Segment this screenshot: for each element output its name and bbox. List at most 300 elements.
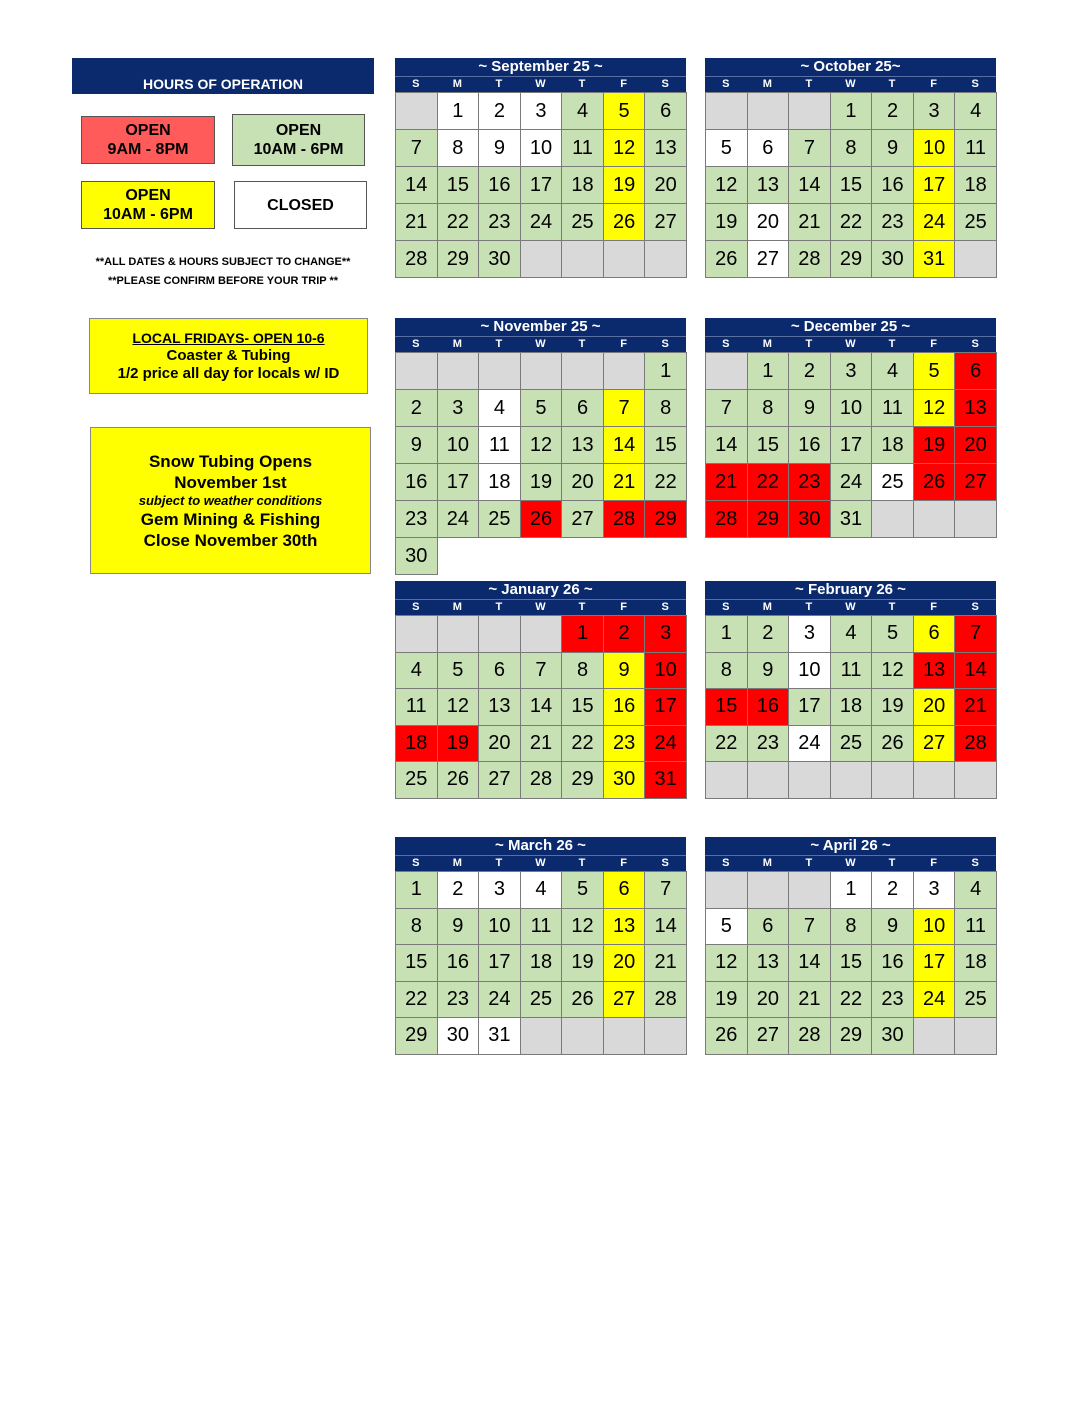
day-cell: 31 [913,240,956,278]
weekday-header-row [705,76,996,92]
day-cell: 17 [478,944,521,982]
day-cell: 4 [520,871,563,909]
day-cell: 22 [561,725,604,763]
empty-day-cell [871,500,914,538]
weekday-label: S [971,857,979,869]
day-cell: 5 [705,908,748,946]
day-cell: 31 [830,500,873,538]
day-grid [395,352,686,574]
day-cell: 4 [478,389,521,427]
day-cell: 22 [830,203,873,241]
weekday-label: S [412,78,420,90]
day-cell: 3 [437,389,480,427]
day-cell: 28 [788,240,831,278]
empty-day-cell [788,761,831,799]
tubing-line1: Snow Tubing Opens [148,451,313,471]
day-cell: 21 [788,203,831,241]
day-cell: 5 [520,389,563,427]
day-cell: 11 [830,652,873,690]
day-grid [395,871,686,1054]
empty-day-cell [437,352,480,390]
weekday-label: M [762,338,772,350]
day-cell: 12 [520,426,563,464]
day-cell: 16 [871,166,914,204]
day-cell: 24 [437,500,480,538]
day-cell: 10 [437,426,480,464]
weekday-label: S [971,338,979,350]
day-cell: 29 [830,1017,873,1055]
weekday-label: W [535,78,546,90]
day-cell: 13 [747,166,790,204]
empty-day-cell [954,240,997,278]
tubing-line4: Gem Mining & Fishing [140,509,321,529]
weekday-label: T [805,78,813,90]
day-cell: 8 [747,389,790,427]
day-cell: 13 [603,908,646,946]
weekday-label: T [495,857,503,869]
weekday-label: T [888,857,896,869]
day-cell: 11 [954,908,997,946]
weekday-label: S [412,338,420,350]
weekday-label: S [722,857,730,869]
empty-day-cell [478,615,521,653]
day-cell: 16 [747,688,790,726]
weekday-label: M [762,601,772,613]
day-grid [395,615,686,798]
note-subject-to-change: **ALL DATES & HOURS SUBJECT TO CHANGE** [95,256,351,268]
legend-yellow-line1: OPEN [125,187,171,204]
day-cell: 17 [830,426,873,464]
day-cell: 12 [561,908,604,946]
day-cell: 5 [437,652,480,690]
day-cell: 2 [747,615,790,653]
weekday-label: S [661,601,669,613]
local-fridays-box [89,318,368,394]
weekday-label: S [661,857,669,869]
day-cell: 25 [954,203,997,241]
day-cell: 29 [561,761,604,799]
blank-space [437,537,480,575]
day-cell: 25 [561,203,604,241]
day-cell: 24 [520,203,563,241]
empty-day-cell [520,615,563,653]
day-cell: 3 [520,92,563,130]
day-cell: 18 [561,166,604,204]
day-cell: 9 [395,426,438,464]
weekday-label: T [888,78,896,90]
day-cell: 11 [561,129,604,167]
day-cell: 30 [788,500,831,538]
day-cell: 23 [871,981,914,1019]
day-cell: 22 [437,203,480,241]
tubing-line2: November 1st [174,472,287,492]
day-cell: 19 [871,688,914,726]
day-cell: 20 [954,426,997,464]
day-cell: 13 [913,652,956,690]
day-cell: 30 [395,537,438,575]
blank-space [603,537,646,575]
weekday-label: T [888,338,896,350]
day-cell: 21 [603,463,646,501]
day-cell: 22 [747,463,790,501]
day-cell: 18 [830,688,873,726]
day-cell: 7 [954,615,997,653]
day-cell: 26 [871,725,914,763]
day-cell: 7 [603,389,646,427]
day-cell: 19 [603,166,646,204]
day-cell: 12 [705,944,748,982]
weekday-label: M [452,78,462,90]
weekday-label: W [535,857,546,869]
day-cell: 18 [520,944,563,982]
day-cell: 21 [520,725,563,763]
blank-space [561,537,604,575]
day-cell: 12 [913,389,956,427]
day-cell: 4 [871,352,914,390]
day-cell: 29 [830,240,873,278]
snow-tubing-box [90,427,371,574]
legend-closed-label: CLOSED [267,196,334,214]
weekday-header-row [395,855,686,871]
day-grid [705,92,996,277]
day-cell: 20 [644,166,687,204]
empty-day-cell [913,500,956,538]
empty-day-cell [561,240,604,278]
day-cell: 7 [395,129,438,167]
day-cell: 27 [747,240,790,278]
empty-day-cell [603,240,646,278]
empty-day-cell [954,1017,997,1055]
day-cell: 10 [478,908,521,946]
day-cell: 2 [871,871,914,909]
empty-day-cell [561,352,604,390]
day-grid [705,871,996,1054]
day-cell: 19 [561,944,604,982]
weekday-label: F [930,78,937,90]
weekday-label: W [845,601,856,613]
day-cell: 24 [644,725,687,763]
blank-space [520,537,563,575]
day-cell: 20 [478,725,521,763]
day-cell: 2 [437,871,480,909]
month-april [705,837,996,1054]
weekday-label: S [412,857,420,869]
day-cell: 4 [830,615,873,653]
day-cell: 17 [437,463,480,501]
empty-day-cell [705,761,748,799]
day-cell: 30 [437,1017,480,1055]
day-cell: 24 [788,725,831,763]
weekday-label: T [888,601,896,613]
day-cell: 1 [747,352,790,390]
day-cell: 5 [561,871,604,909]
day-cell: 3 [913,871,956,909]
day-cell: 5 [603,92,646,130]
legend-open-9-8 [81,116,215,164]
weekday-label: S [722,78,730,90]
day-cell: 24 [913,203,956,241]
weekday-header-row [705,599,996,615]
weekday-label: S [661,338,669,350]
day-cell: 14 [954,652,997,690]
day-cell: 16 [437,944,480,982]
day-cell: 25 [395,761,438,799]
month-title: ~ February 26 ~ [705,581,996,599]
weekday-label: F [620,857,627,869]
day-cell: 30 [871,1017,914,1055]
day-cell: 20 [603,944,646,982]
legend-open-10-6-yellow [81,181,215,229]
day-cell: 16 [478,166,521,204]
weekday-label: T [805,601,813,613]
day-cell: 21 [395,203,438,241]
legend-green-line2: 10AM - 6PM [253,141,344,158]
day-cell: 21 [788,981,831,1019]
day-cell: 21 [954,688,997,726]
weekday-header-row [395,336,686,352]
day-cell: 9 [437,908,480,946]
day-cell: 2 [478,92,521,130]
day-cell: 20 [561,463,604,501]
day-cell: 11 [954,129,997,167]
day-cell: 23 [603,725,646,763]
day-cell: 20 [747,981,790,1019]
day-cell: 26 [437,761,480,799]
month-november [395,318,686,574]
empty-day-cell [395,92,438,130]
local-fridays-line2: Coaster & Tubing [166,347,291,364]
weekday-label: M [452,857,462,869]
day-cell: 7 [705,389,748,427]
day-cell: 6 [747,129,790,167]
day-cell: 6 [747,908,790,946]
weekday-label: T [578,857,586,869]
day-cell: 6 [954,352,997,390]
weekday-label: T [578,601,586,613]
day-cell: 4 [954,92,997,130]
day-cell: 23 [747,725,790,763]
legend-red-line1: OPEN [125,122,171,139]
day-cell: 26 [561,981,604,1019]
day-cell: 9 [871,129,914,167]
weekday-label: S [661,78,669,90]
day-cell: 12 [437,688,480,726]
day-cell: 8 [830,908,873,946]
day-cell: 28 [644,981,687,1019]
day-cell: 30 [871,240,914,278]
day-cell: 17 [788,688,831,726]
day-cell: 27 [954,463,997,501]
day-cell: 2 [603,615,646,653]
day-cell: 4 [561,92,604,130]
day-cell: 18 [954,944,997,982]
day-grid [705,352,996,537]
day-cell: 19 [520,463,563,501]
weekday-label: S [412,601,420,613]
weekday-label: T [805,857,813,869]
weekday-label: T [495,78,503,90]
weekday-header-row [705,336,996,352]
day-cell: 18 [395,725,438,763]
day-cell: 1 [830,92,873,130]
weekday-label: T [805,338,813,350]
day-cell: 28 [788,1017,831,1055]
day-cell: 17 [913,166,956,204]
day-cell: 17 [644,688,687,726]
day-cell: 16 [603,688,646,726]
empty-day-cell [478,352,521,390]
day-cell: 15 [705,688,748,726]
empty-day-cell [644,240,687,278]
weekday-label: S [722,338,730,350]
empty-day-cell [954,761,997,799]
day-cell: 23 [871,203,914,241]
empty-day-cell [913,1017,956,1055]
day-cell: 26 [603,203,646,241]
day-cell: 15 [830,944,873,982]
day-cell: 8 [395,908,438,946]
day-cell: 22 [705,725,748,763]
day-cell: 29 [437,240,480,278]
day-cell: 25 [478,500,521,538]
weekday-label: T [495,601,503,613]
weekday-label: T [495,338,503,350]
day-cell: 12 [871,652,914,690]
weekday-label: S [971,601,979,613]
day-cell: 1 [830,871,873,909]
day-cell: 19 [913,426,956,464]
day-cell: 31 [478,1017,521,1055]
day-cell: 24 [478,981,521,1019]
day-cell: 11 [520,908,563,946]
day-cell: 24 [830,463,873,501]
day-cell: 13 [644,129,687,167]
weekday-label: M [762,857,772,869]
day-cell: 14 [520,688,563,726]
day-cell: 13 [954,389,997,427]
month-december [705,318,996,537]
day-cell: 3 [788,615,831,653]
weekday-label: M [762,78,772,90]
weekday-label: M [452,338,462,350]
day-cell: 28 [395,240,438,278]
note-confirm-before-trip: **PLEASE CONFIRM BEFORE YOUR TRIP ** [107,275,339,287]
day-cell: 3 [644,615,687,653]
month-title: ~ December 25 ~ [705,318,996,336]
weekday-header-row [395,76,686,92]
weekday-header-row [395,599,686,615]
day-cell: 13 [561,426,604,464]
month-october [705,58,996,277]
day-cell: 28 [954,725,997,763]
day-cell: 3 [830,352,873,390]
month-september [395,58,686,277]
day-cell: 25 [871,463,914,501]
weekday-label: T [578,78,586,90]
day-cell: 8 [830,129,873,167]
weekday-label: F [930,857,937,869]
empty-day-cell [561,1017,604,1055]
day-cell: 19 [437,725,480,763]
day-cell: 6 [478,652,521,690]
day-cell: 26 [520,500,563,538]
day-cell: 6 [913,615,956,653]
day-cell: 5 [871,615,914,653]
day-cell: 10 [830,389,873,427]
month-title: ~ October 25~ [705,58,996,76]
day-cell: 14 [603,426,646,464]
day-cell: 9 [747,652,790,690]
day-cell: 13 [747,944,790,982]
day-cell: 11 [478,426,521,464]
day-cell: 6 [644,92,687,130]
day-cell: 27 [561,500,604,538]
day-cell: 3 [913,92,956,130]
day-cell: 19 [705,203,748,241]
month-february [705,581,996,798]
day-cell: 8 [644,389,687,427]
blank-space [644,537,687,575]
day-cell: 30 [478,240,521,278]
day-cell: 6 [561,389,604,427]
local-fridays-line3: 1/2 price all day for locals w/ ID [117,365,340,382]
day-cell: 16 [395,463,438,501]
weekday-label: T [578,338,586,350]
day-cell: 15 [830,166,873,204]
empty-day-cell [520,240,563,278]
local-fridays-title: LOCAL FRIDAYS- OPEN 10-6 [132,330,325,346]
day-cell: 15 [437,166,480,204]
weekday-label: S [722,601,730,613]
day-cell: 23 [437,981,480,1019]
empty-day-cell [437,615,480,653]
tubing-weather-note: subject to weather conditions [138,492,323,508]
day-cell: 15 [644,426,687,464]
month-title: ~ January 26 ~ [395,581,686,599]
day-cell: 27 [747,1017,790,1055]
day-cell: 4 [954,871,997,909]
day-cell: 28 [520,761,563,799]
day-cell: 18 [478,463,521,501]
day-cell: 10 [644,652,687,690]
day-cell: 26 [913,463,956,501]
month-title: ~ April 26 ~ [705,837,996,855]
day-cell: 7 [520,652,563,690]
day-cell: 18 [954,166,997,204]
day-cell: 23 [788,463,831,501]
weekday-label: S [971,78,979,90]
weekday-label: F [930,601,937,613]
weekday-label: W [535,601,546,613]
day-cell: 8 [705,652,748,690]
day-cell: 14 [395,166,438,204]
empty-day-cell [603,352,646,390]
day-cell: 14 [788,944,831,982]
day-cell: 30 [603,761,646,799]
month-title: ~ September 25 ~ [395,58,686,76]
month-january [395,581,686,798]
day-cell: 26 [705,1017,748,1055]
empty-day-cell [747,761,790,799]
empty-day-cell [644,1017,687,1055]
day-cell: 18 [871,426,914,464]
day-cell: 10 [913,908,956,946]
day-cell: 25 [520,981,563,1019]
empty-day-cell [788,871,831,909]
day-cell: 20 [913,688,956,726]
empty-day-cell [830,761,873,799]
day-cell: 2 [871,92,914,130]
